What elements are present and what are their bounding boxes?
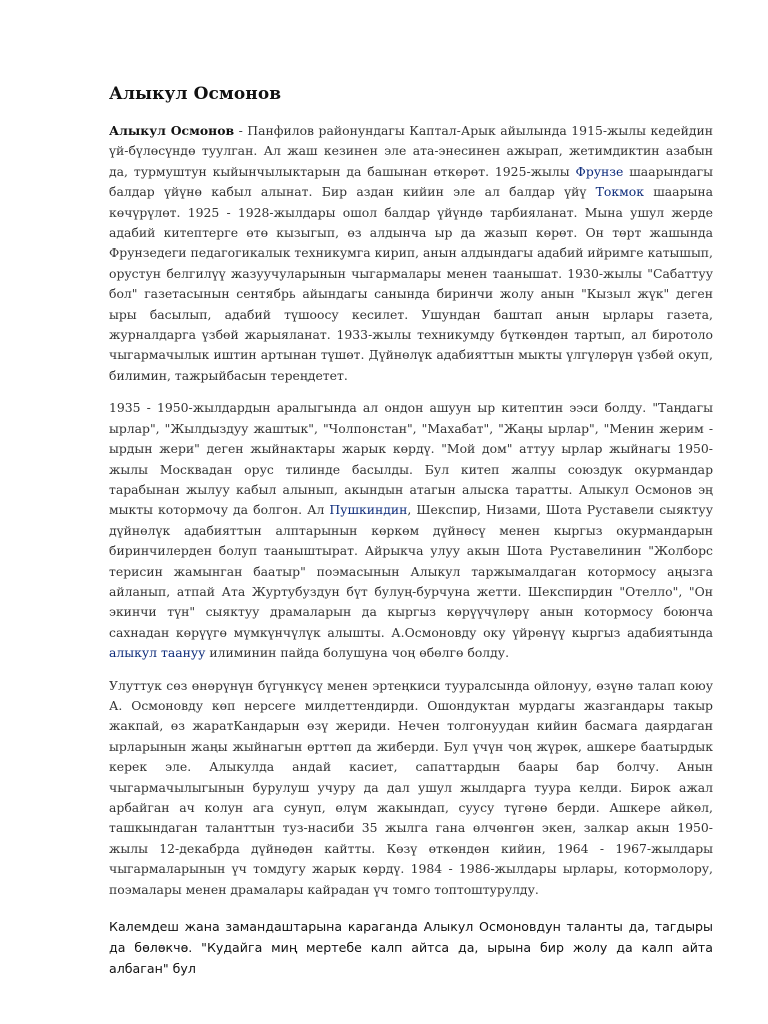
link-frunze[interactable]: Фрунзе [575,163,624,179]
page-title: Алыкул Осмонов [109,84,282,104]
paragraph-works [109,398,713,663]
paragraph-text: - Панфилов районундагы Каптал-Арык айылында 1915-жылы кедейдин үй-бүлөсүндө туулган. Ал жаш кезинен эле ата-энесинен ажырап, жетимдиктин азабын да, турмуштун кыйынчылыктарын да башынан өткөрөт. 1925-жылы [109,123,713,179]
paragraph-text: , Шекспир, Низами, Шота Руставели сыяктуу дүйнөлүк адабияттын алптарынын көркөм дүйнөсү менен кыргыз окурмандарын биринчилерден болуп тааныштырат. Айрыкча улуу акын Шота Руставелинин "Жолборс терисин жамынган баатыр" поэмасынын Алыкул таржымалдаган котормосу аңызга айланып, атпай Ата Журтубуздун бүт булуң-бурчуна жетти. Шекспирдин "Отелло", "Он экинчи түн" сыяктуу драмаларын да кыргыз көрүүчүлөрү анын котормосу боюнча сахнадан көрүүгө мүмкүнчүлүк алышты. А.Осмоновду оку үйрөнүү кыргыз адабиятында [109,502,713,640]
link-tokmok[interactable]: Токмок [595,184,644,200]
paragraph-text: 1935 - 1950-жылдардын аралыгында ал ондон ашуун ыр китептин ээси болду. "Таңдагы ырлар", "Жылдыздуу жаштык", "Чолпонстан", "Махабат", "Жаңы ырлар", "Менин жерим - ырдын жери" деген жыйнактары жарык көрдү. "Мой дом" аттуу ырлар жыйнагы 1950-жылы Москвадан орус тилинде басылды. Бул китеп жалпы союздук окурмандар тарабынан жылуу кабыл алынып, акындын атагын алыска таратты. Алыкул Осмонов эң мыкты котормочу да болгон. Ал [109,400,713,518]
paragraph-fate: Калемдеш жана замандаштарына караганда Алыкул Осмоновдун таланты да, тагдыры да бөлөкчө. "Кудайга миң мертебе калп айтса да, ырына бир жолу да калп айта албаган" бул [109,919,713,977]
link-pushkin[interactable]: Пушкиндин [329,502,408,518]
paragraph-text: шаарындагы балдар үйүнө кабыл алынат. Бир аздан кийин эле ал балдар үйү [109,163,714,200]
paragraph-biography [109,121,713,386]
link-alykul-studies[interactable]: алыкул таануу [109,645,206,661]
article [109,84,713,991]
paragraph-text: илиминин пайда болушуна чоң өбөлгө болду. [205,645,510,661]
paragraph-text: шаарына көчүрүлөт. 1925 - 1928-жылдары ошол балдар үйүндө тарбияланат. Мына ушул жерде адабий китептерге өтө кызыгып, өз алдынча ыр да жазып көрөт. Он төрт жашында Фрунзедеги педагогикалык техникумга кирип, анын алдындагы адабий ийримге катышып, орустун белгилүү жазуучуларынын чыгармалары менен таанышат. 1930-жылы "Сабаттуу бол" газетасынын сентябрь айындагы санында биринчи жолу анын "Кызыл жүк" деген ыры басылып, адабий түшоосу кесилет. Ушундан баштап анын ырлары газета, журналдарга үзбөй жарыяланат. 1933-жылы техникумду бүткөндөн тартып, ал биротоло чыгармачылык иштин артынан түшөт. Дүйнөлүк адабияттын мыкты үлгүлөрүн үзбөй окуп, билимин, тажрыйбасын тереңдетет. [109,184,714,383]
subject-name: Алыкул Осмонов [109,123,235,138]
paragraph-legacy: Улуттук сөз өнөрүнүн бүгүнкүсү менен эртеңкиси тууралсында ойлонуу, өзүнө талап коюу А. Осмоновду көп нерсеге милдеттендирди. Ошондуктан мурдагы жазгандары такыр жакпай, өз жаратКандарын өзү жериди. Нечен толгонуудан кийин басмага даярдаган ырларынын жаңы жыйнагын өрттөп да жиберди. Бул үчүн чоң жүрөк, ашкере баатырдык керек эле. Алыкулда андай касиет, сапаттардын баары бар болчу. Анын чыгармачылыгынын бурулуш учуру да дал ушул жылдарга туура келди. Бирок ажал арбайган ач колун ага сунуп, өлүм жакындап, суусу түгөнө берди. Ашкере айкөл, ташкындаган таланттын туз-насиби 35 жылга гана өлчөнгөн экен, залкар акын 1950-жылы 12-декабрда дүйнөдөн кайтты. Көзү өткөндөн кийин, 1964 - 1967-жылдары чыгармаларынын үч томдугу жарык көрдү. 1984 - 1986-жылдары ырлары, котормолору, поэмалары менен драмалары кайрадан үч томго топтоштурулду. [109,677,713,897]
